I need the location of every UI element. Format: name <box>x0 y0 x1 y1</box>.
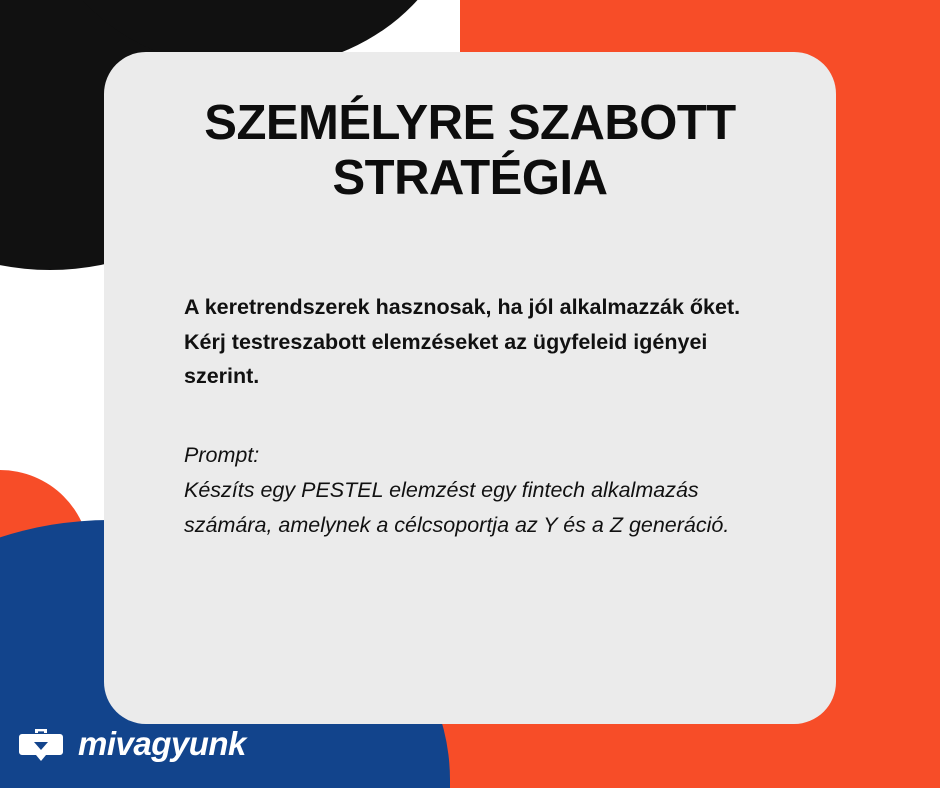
card-body <box>156 290 784 543</box>
page-title: SZEMÉLYRE SZABOTT STRATÉGIA <box>204 96 736 205</box>
prompt-label: Prompt: <box>184 443 260 468</box>
prompt-text: Készíts egy PESTEL elemzést egy fintech alkalmazás számára, amelynek a célcsoportja az Y és a Z generáció. <box>184 478 730 537</box>
brand-logo <box>18 724 246 764</box>
content-card <box>104 52 836 724</box>
body-lead-text: A keretrendszerek hasznosak, ha jól alkalmazzák őket. Kérj testreszabott elemzéseket az ügyfeleid igényei szerint. <box>184 294 741 389</box>
briefcase-chat-logo-icon <box>18 724 64 764</box>
brand-name: mivagyunk <box>78 725 246 762</box>
prompt-block <box>184 438 766 542</box>
